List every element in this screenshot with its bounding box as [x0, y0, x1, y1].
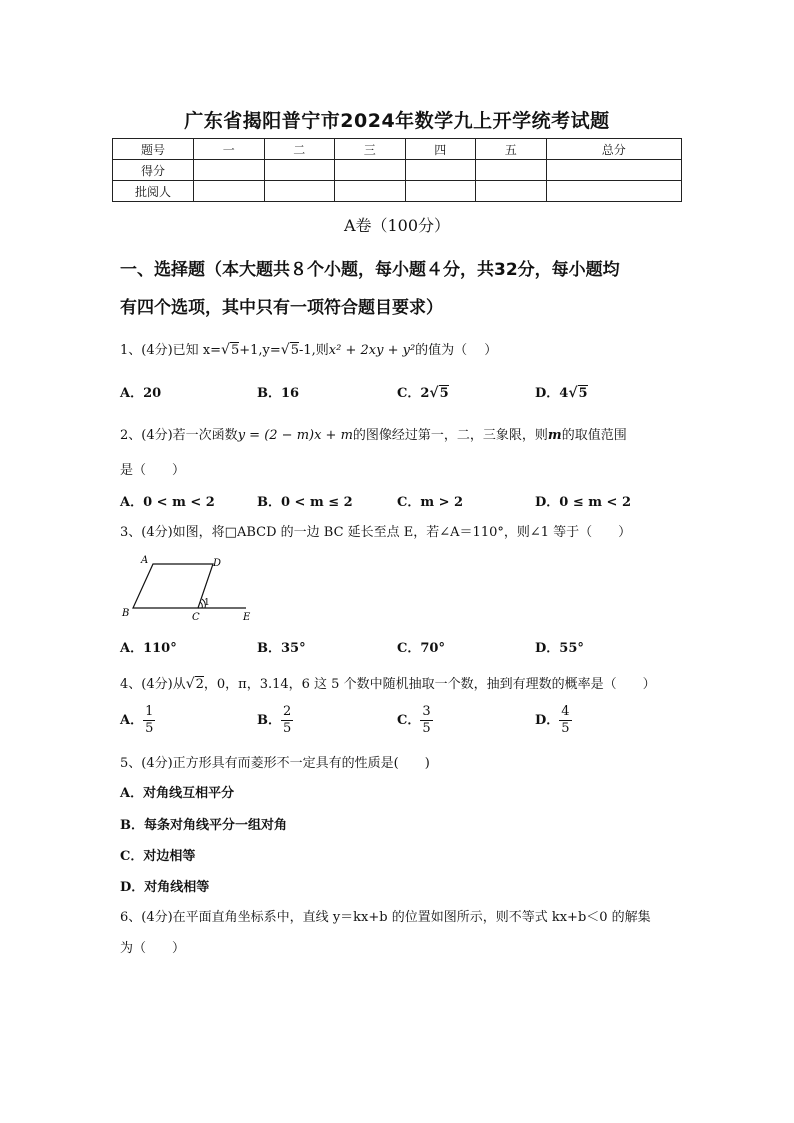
table-cell: 总分 [546, 139, 682, 160]
q2-option-b: B．0 < m ≤ 2 [257, 495, 353, 510]
q1-option-c [397, 382, 449, 401]
numerator: 3 [422, 704, 431, 719]
q4-option-a [120, 704, 155, 737]
q4-prefix: 4、(4分)从 [120, 677, 186, 692]
q1-suffix: 的值为（ ） [415, 343, 498, 358]
fraction [281, 704, 293, 737]
numerator: 1 [145, 704, 154, 719]
sqrt-icon: √ [429, 385, 439, 401]
q4-radicand: 2 [195, 677, 204, 692]
table-cell [405, 160, 476, 181]
q1-option-c-label: C．2 [397, 386, 430, 401]
q1-option-a: A．20 [120, 386, 162, 401]
q2-suffix: 的取值范围 [561, 428, 627, 443]
numerator: 4 [561, 704, 570, 719]
q1-mid1: +1,y= [239, 343, 281, 358]
table-cell [476, 181, 547, 202]
q1-prefix: 1、(4分)已知 x= [120, 343, 222, 358]
q5-option-a: A．对角线互相平分 [120, 786, 235, 801]
table-cell: 一 [194, 139, 265, 160]
section-heading: 一、选择题（本大题共８个小题，每小题４分，共32分，每小题均 [120, 260, 620, 280]
parallelogram-figure [118, 553, 258, 625]
label-a: A [141, 555, 149, 566]
q1-radicand-2: 5 [290, 343, 299, 358]
table-cell: 五 [476, 139, 547, 160]
table-row [113, 181, 682, 202]
sqrt-icon: √ [221, 342, 230, 358]
table-cell: 四 [405, 139, 476, 160]
sqrt-icon: √ [568, 385, 578, 401]
fraction [420, 704, 432, 737]
fraction [143, 704, 155, 737]
q4-option-d-letter: D． [535, 713, 560, 728]
question-1 [120, 339, 690, 358]
label-e: E [243, 612, 251, 623]
q1-option-b: B．16 [257, 386, 300, 401]
q5-option-b: B．每条对角线平分一组对角 [120, 818, 287, 833]
table-cell [546, 181, 682, 202]
table-cell [264, 181, 335, 202]
sqrt-icon: √ [185, 676, 195, 692]
q4-option-b-letter: B． [257, 713, 281, 728]
paper-a-heading: A卷（100分） [343, 216, 451, 235]
denominator: 5 [422, 721, 431, 736]
q2-option-d: D．0 ≤ m < 2 [535, 495, 632, 510]
q3-option-d: D．55° [535, 641, 584, 656]
table-cell [546, 160, 682, 181]
question-3: 3、(4分)如图，将□ABCD 的一边 BC 延长至点 E，若∠A＝110°，则∠1 等于（ ） [120, 525, 632, 540]
question-2 [120, 424, 690, 443]
q4-option-a-letter: A． [120, 713, 144, 728]
q4-option-b [257, 704, 293, 737]
question-6-line2: 为（ ） [120, 941, 186, 956]
question-2-line2: 是（ ） [120, 463, 186, 478]
table-cell: 批阅人 [113, 181, 194, 202]
q1-option-d-label: D．4 [535, 386, 569, 401]
denominator: 5 [283, 721, 292, 736]
table-cell [335, 160, 406, 181]
q2-mid: 的图像经过第一，二，三象限，则 [352, 428, 548, 443]
q5-option-c: C．对边相等 [120, 849, 196, 864]
table-cell [194, 181, 265, 202]
q3-option-c: C．70° [397, 641, 445, 656]
question-5: 5、(4分)正方形具有而菱形不一定具有的性质是( ) [120, 756, 430, 771]
table-cell [335, 181, 406, 202]
table-cell [405, 181, 476, 202]
label-b: B [122, 608, 130, 619]
q2-prefix: 2、(4分)若一次函数 [120, 428, 238, 443]
label-d: D [213, 558, 222, 569]
q1-radicand-1: 5 [230, 343, 240, 358]
score-table [112, 138, 682, 202]
table-row [113, 139, 682, 160]
page-title: 广东省揭阳普宁市2024年数学九上开学统考试题 [184, 110, 610, 132]
q4-option-c-letter: C． [397, 713, 421, 728]
q4-suffix: ，0，π，3.14，6 这 5 个数中随机抽取一个数，抽到有理数的概率是（ ） [203, 677, 656, 692]
table-cell [264, 160, 335, 181]
parallelogram-abcd [133, 564, 213, 608]
sqrt-icon: √ [280, 342, 290, 358]
q2-variable: m [547, 428, 562, 443]
question-4 [120, 673, 690, 692]
denominator: 5 [561, 721, 570, 736]
table-cell [194, 160, 265, 181]
table-cell [476, 160, 547, 181]
fraction [559, 704, 571, 737]
q5-option-d: D．对角线相等 [120, 880, 210, 895]
q3-option-b: B．35° [257, 641, 306, 656]
label-c: C [192, 612, 200, 623]
table-cell: 得分 [113, 160, 194, 181]
table-row [113, 160, 682, 181]
q1-option-c-radicand: 5 [439, 386, 449, 401]
q1-option-d [535, 382, 588, 401]
numerator: 2 [283, 704, 292, 719]
q1-option-d-radicand: 5 [578, 386, 588, 401]
table-cell: 二 [264, 139, 335, 160]
table-cell: 三 [335, 139, 406, 160]
q1-expression: x² + 2xy + y² [328, 343, 416, 358]
q4-option-d [535, 704, 572, 737]
denominator: 5 [145, 721, 154, 736]
table-cell: 题号 [113, 139, 194, 160]
question-6: 6、(4分)在平面直角坐标系中，直线 y＝kx+b 的位置如图所示，则不等式 kx+b＜0 的解集 [120, 910, 651, 925]
q3-option-a: A．110° [120, 641, 177, 656]
q4-option-c [397, 704, 433, 737]
q1-mid2: -1,则 [299, 343, 329, 358]
section-heading-line2: 有四个选项，其中只有一项符合题目要求） [120, 298, 443, 318]
q2-expression: y = (2 − m)x + m [237, 428, 353, 443]
q2-option-a: A．0 < m < 2 [120, 495, 215, 510]
label-angle-1: 1 [204, 598, 210, 608]
q2-option-c: C．m > 2 [397, 495, 464, 510]
